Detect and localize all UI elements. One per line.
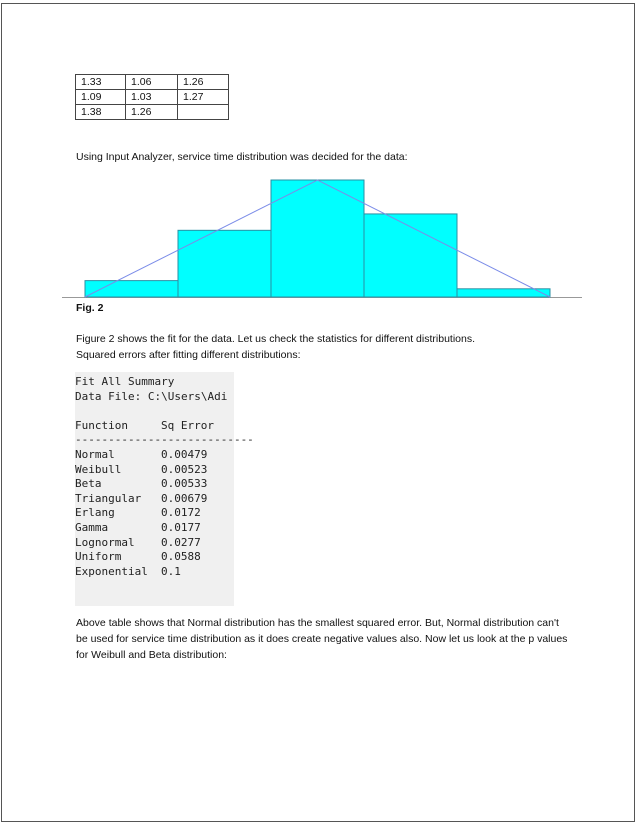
histogram-bar xyxy=(271,180,364,297)
header-sq-error: Sq Error xyxy=(161,418,214,432)
table-cell xyxy=(178,105,229,120)
summary-row: Beta 0.00533 xyxy=(75,477,208,491)
summary-row: Gamma 0.0177 xyxy=(75,520,201,534)
table-row xyxy=(76,75,229,90)
histogram-bar xyxy=(178,230,271,297)
table-cell: 1.26 xyxy=(126,105,178,120)
fit-summary-screenshot xyxy=(75,372,254,606)
table-row xyxy=(76,90,229,105)
fit-paragraph: Figure 2 shows the fit for the data. Let us check the statistics for different distributions. xyxy=(76,333,476,345)
summary-row: Weibull 0.00523 xyxy=(75,462,208,476)
summary-divider: --------------------------- xyxy=(75,433,254,447)
summary-header xyxy=(75,419,234,434)
summary-row: Erlang 0.0172 xyxy=(75,506,201,520)
table-cell: 1.26 xyxy=(178,75,229,90)
table-cell: 1.03 xyxy=(126,90,178,105)
summary-blank xyxy=(75,404,234,419)
summary-data-file: Data File: C:\Users\Adi xyxy=(75,389,228,403)
histogram-bar xyxy=(85,281,178,297)
summary-row: Normal 0.00479 xyxy=(75,447,208,461)
table-row xyxy=(76,105,229,120)
figure-caption: Fig. 2 xyxy=(76,302,104,314)
header-function: Function xyxy=(75,418,128,432)
table-cell: 1.27 xyxy=(178,90,229,105)
conclusion-paragraph: Above table shows that Normal distribution has the smallest squared error. But, Normal distribution can't be used for service time distribution as it does create negative values also. Now let us look at the p values for Weibull and Beta distribution: xyxy=(76,617,568,661)
summary-row: Uniform 0.0588 xyxy=(75,550,201,564)
squared-errors-paragraph: Squared errors after fitting different distributions: xyxy=(76,349,301,361)
table-cell: 1.33 xyxy=(76,75,126,90)
table-cell: 1.38 xyxy=(76,105,126,120)
intro-paragraph: Using Input Analyzer, service time distribution was decided for the data: xyxy=(76,151,408,163)
summary-row: Triangular 0.00679 xyxy=(75,491,208,505)
summary-row: Exponential 0.1 xyxy=(75,564,181,578)
table-cell: 1.06 xyxy=(126,75,178,90)
service-time-table xyxy=(75,74,229,120)
summary-row: Lognormal 0.0277 xyxy=(75,535,201,549)
table-cell: 1.09 xyxy=(76,90,126,105)
histogram-chart xyxy=(62,170,582,300)
summary-title: Fit All Summary xyxy=(75,375,175,388)
